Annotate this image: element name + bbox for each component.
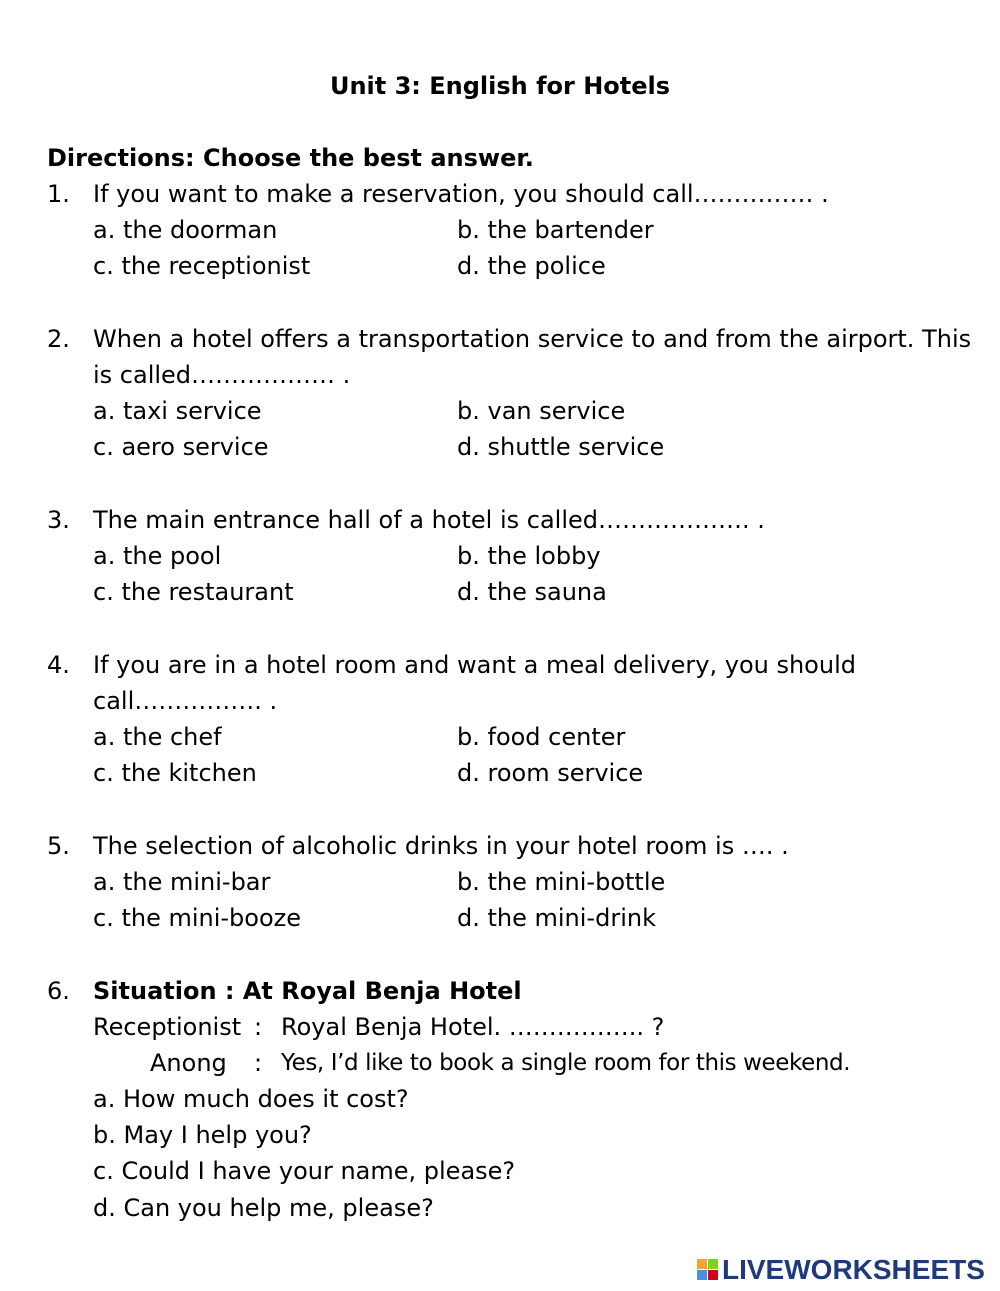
logo-mark-icon [697, 1259, 719, 1281]
option-c[interactable]: c. the receptionist [93, 252, 311, 280]
option-a[interactable]: a. How much does it cost? [93, 1085, 409, 1113]
question-text: When a hotel offers a transportation service to and from the airport. This [93, 325, 972, 353]
option-d[interactable]: d. shuttle service [457, 433, 665, 461]
question-number: 2. [47, 325, 70, 353]
question-number: 3. [47, 506, 70, 534]
option-c[interactable]: c. aero service [93, 433, 269, 461]
option-c[interactable]: c. the kitchen [93, 759, 257, 787]
option-b[interactable]: b. May I help you? [93, 1121, 312, 1149]
option-c[interactable]: c. Could I have your name, please? [93, 1157, 516, 1185]
question-text: The main entrance hall of a hotel is called………………. . [93, 506, 765, 534]
option-b[interactable]: b. the bartender [457, 216, 654, 244]
dialogue-speaker: Receptionist [93, 1013, 242, 1041]
option-a[interactable]: a. the mini-bar [93, 868, 271, 896]
option-d[interactable]: d. the sauna [457, 578, 607, 606]
option-c[interactable]: c. the mini-booze [93, 904, 302, 932]
logo-square-3 [697, 1270, 707, 1280]
option-d[interactable]: d. room service [457, 759, 644, 787]
option-c[interactable]: c. the restaurant [93, 578, 294, 606]
option-d[interactable]: d. the mini-drink [457, 904, 656, 932]
logo-square-2 [708, 1259, 718, 1269]
dialogue-text: Yes, I’d like to book a single room for this weekend. [281, 1050, 851, 1076]
option-b[interactable]: b. the lobby [457, 542, 601, 570]
option-d[interactable]: d. the police [457, 252, 606, 280]
logo-square-1 [697, 1259, 707, 1269]
dialogue-colon: : [254, 1049, 263, 1077]
question-number: 1. [47, 180, 70, 208]
liveworksheets-logo [697, 1255, 985, 1285]
question-text: The selection of alcoholic drinks in your hotel room is …. . [93, 832, 789, 860]
question-number: 5. [47, 832, 70, 860]
option-b[interactable]: b. the mini-bottle [457, 868, 666, 896]
option-d[interactable]: d. Can you help me, please? [93, 1194, 434, 1222]
directions: Directions: Choose the best answer. [47, 144, 534, 172]
question-text: If you are in a hotel room and want a meal delivery, you should [93, 651, 856, 679]
option-b[interactable]: b. van service [457, 397, 626, 425]
question-text-continued: call……………. . [93, 687, 278, 715]
option-a[interactable]: a. the chef [93, 723, 222, 751]
question-number: 6. [47, 977, 70, 1005]
dialogue-colon: : [254, 1013, 263, 1041]
question-text: If you want to make a reservation, you should call…………… . [93, 180, 829, 208]
logo-text: LIVEWORKSHEETS [722, 1254, 985, 1285]
situation-title: Situation : At Royal Benja Hotel [93, 977, 522, 1005]
option-a[interactable]: a. taxi service [93, 397, 262, 425]
option-b[interactable]: b. food center [457, 723, 626, 751]
question-text-continued: is called……………… . [93, 361, 351, 389]
dialogue-speaker: Anong [150, 1049, 227, 1077]
option-a[interactable]: a. the doorman [93, 216, 278, 244]
page-title: Unit 3: English for Hotels [329, 72, 671, 100]
option-a[interactable]: a. the pool [93, 542, 222, 570]
question-number: 4. [47, 651, 70, 679]
logo-square-4 [708, 1270, 718, 1280]
dialogue-text: Royal Benja Hotel. …………….. ? [281, 1013, 665, 1041]
